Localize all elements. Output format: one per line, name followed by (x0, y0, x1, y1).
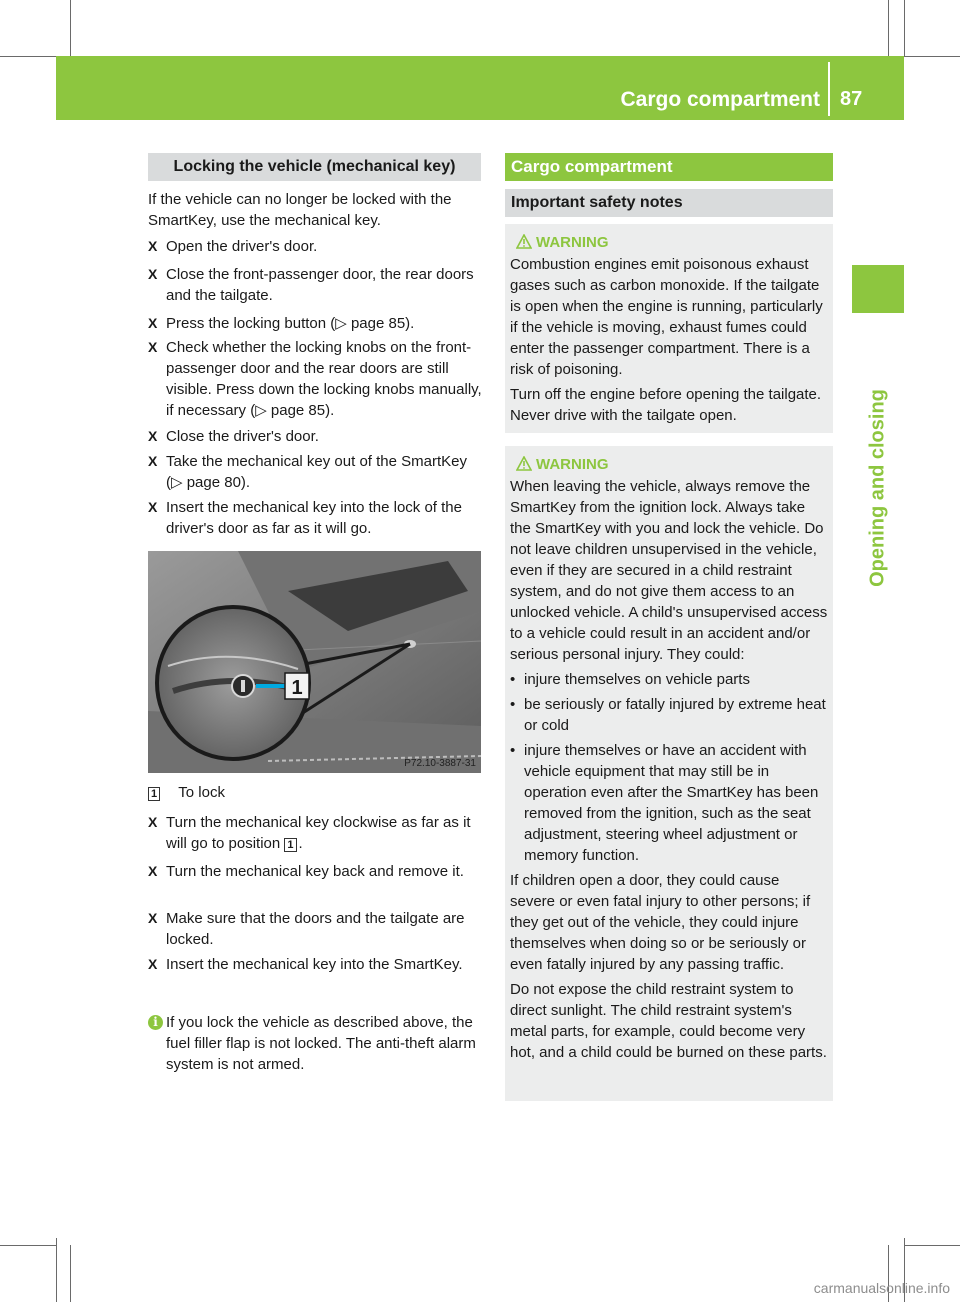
subsection-title-safety: Important safety notes (505, 189, 833, 217)
step-arrow-icon: X (148, 266, 158, 282)
crop-mark (904, 1245, 960, 1246)
warning-text (510, 476, 828, 1063)
watermark: carmanualsonline.info (813, 1280, 950, 1296)
step-arrow-icon: X (148, 315, 158, 331)
step-item (148, 337, 482, 421)
figure-code: P72.10-3887-31 (404, 758, 476, 769)
header-separator (828, 62, 830, 116)
figure-callout-number: 1 (291, 677, 303, 699)
step-text: Close the front-passenger door, the rear doors and the tailgate. (166, 266, 474, 304)
bullet-text: be seriously or fatally injured by extreme heat or cold (524, 696, 826, 734)
crop-mark (904, 0, 905, 56)
crop-mark (0, 1245, 56, 1246)
page-number: 87 (840, 88, 863, 110)
warning-triangle-icon (516, 456, 532, 471)
crop-mark (904, 56, 960, 57)
warning-box (505, 446, 833, 1101)
warning-paragraph: Combustion engines emit poisonous exhaust gases such as carbon monoxide. If the tailgate is open when the engine is running, particularly if the vehicle is moving, exhaust fumes could enter the passenger compartment. There is a risk of poisoning. (510, 256, 823, 378)
step-text: Turn the mechanical key clockwise as far as it will go to position (166, 814, 471, 852)
warning-paragraph: Do not expose the child restraint system to direct sunlight. The child restraint system's metal parts, for example, could become very hot, and a child could be burned on these parts. (510, 981, 827, 1061)
step-text: Insert the mechanical key into the SmartKey. (166, 956, 463, 973)
step-text: Press the locking button (▷ page 85). (166, 315, 415, 332)
warning-triangle-icon (516, 234, 532, 249)
step-item (148, 908, 482, 950)
step-arrow-icon: X (148, 910, 158, 926)
bullet-item (510, 694, 828, 736)
warning-title (510, 454, 828, 476)
crop-mark (0, 56, 56, 57)
info-note (148, 1012, 484, 1075)
step-text: Check whether the locking knobs on the front-passenger door and the rear doors are still visible. Press down the locking knobs manually, if necessary (▷ page 85). (166, 339, 482, 419)
legend-text: To lock (178, 784, 225, 801)
step-item (148, 954, 482, 975)
bullet-item (510, 669, 828, 690)
warning-paragraph: If children open a door, they could cause severe or even fatal injury to other persons; if they get out of the vehicle, they could injure themselves when doing so or be seriously or even fatally injured by any passing traffic. (510, 872, 811, 973)
warning-label: WARNING (536, 456, 609, 473)
warning-box (505, 224, 833, 433)
warning-paragraph: Turn off the engine before opening the tailgate. Never drive with the tailgate open. (510, 386, 822, 424)
step-arrow-icon: X (148, 453, 158, 469)
step-text: Insert the mechanical key into the lock of the driver's door as far as it will go. (166, 499, 462, 537)
side-tab-marker (852, 265, 904, 313)
step-text: Turn the mechanical key back and remove it. (166, 863, 464, 880)
step-arrow-icon: X (148, 814, 158, 830)
step-arrow-icon: X (148, 428, 158, 444)
section-title-cargo: Cargo compartment (505, 153, 833, 181)
legend-key-badge: 1 (148, 787, 160, 801)
step-item (148, 264, 482, 306)
step-item (148, 861, 482, 882)
crop-mark (888, 0, 889, 56)
bullet-dot-icon: • (510, 671, 516, 688)
warning-paragraph: When leaving the vehicle, always remove the SmartKey from the ignition lock. Always take the SmartKey with you and lock the vehicle. Do not leave children unsupervised in the vehicle, even if they are secured in a child restraint system, and do not give them access to an unlocked vehicle. A child's unsupervised access to a vehicle could result in an accident and/or serious personal injury. They could: (510, 478, 828, 663)
side-tab-label: Opening and closing (866, 389, 889, 587)
bullet-item (510, 740, 828, 866)
step-arrow-icon: X (148, 499, 158, 515)
intro-paragraph: If the vehicle can no longer be locked with the SmartKey, use the mechanical key. (148, 191, 452, 229)
step-text: Open the driver's door. (166, 238, 318, 255)
bullet-dot-icon: • (510, 742, 516, 759)
step-text: Close the driver's door. (166, 428, 319, 445)
car-door-illustration (148, 551, 481, 773)
page-header-title: Cargo compartment (620, 88, 820, 111)
vehicle-door-lock-figure (148, 551, 481, 773)
bullet-text: injure themselves on vehicle parts (524, 671, 750, 688)
side-tab (852, 318, 904, 658)
step-arrow-icon: X (148, 339, 158, 355)
bullet-dot-icon: • (510, 696, 516, 713)
step-item (148, 313, 482, 334)
step-item (148, 497, 482, 539)
info-icon: i (148, 1015, 163, 1030)
step-arrow-icon: X (148, 956, 158, 972)
step-item (148, 451, 482, 493)
step-arrow-icon: X (148, 863, 158, 879)
warning-label: WARNING (536, 234, 609, 251)
section-heading-locking: Locking the vehicle (mechanical key) (148, 153, 481, 181)
position-key-badge: 1 (284, 838, 296, 852)
bullet-text: injure themselves or have an accident with vehicle equipment that may still be in operation even after the SmartKey has been removed from the ignition, such as the seat adjustment, steering wheel adjustment or memory function. (524, 742, 819, 864)
step-item (148, 236, 482, 257)
crop-mark (56, 1238, 57, 1302)
info-text: If you lock the vehicle as described above, the fuel filler flap is not locked. The anti-theft alarm system is not armed. (166, 1014, 476, 1073)
step-item: X Turn the mechanical key clockwise as far as it will go to position 1 . (148, 814, 471, 852)
figure-legend (148, 782, 468, 803)
crop-mark (70, 0, 71, 56)
warning-title (510, 232, 828, 254)
crop-mark (70, 1245, 71, 1302)
step-item (148, 426, 482, 447)
step-text: Make sure that the doors and the tailgate are locked. (166, 910, 465, 948)
step-arrow-icon: X (148, 238, 158, 254)
step-text: Take the mechanical key out of the SmartKey (▷ page 80). (166, 453, 467, 491)
warning-text (510, 254, 828, 426)
